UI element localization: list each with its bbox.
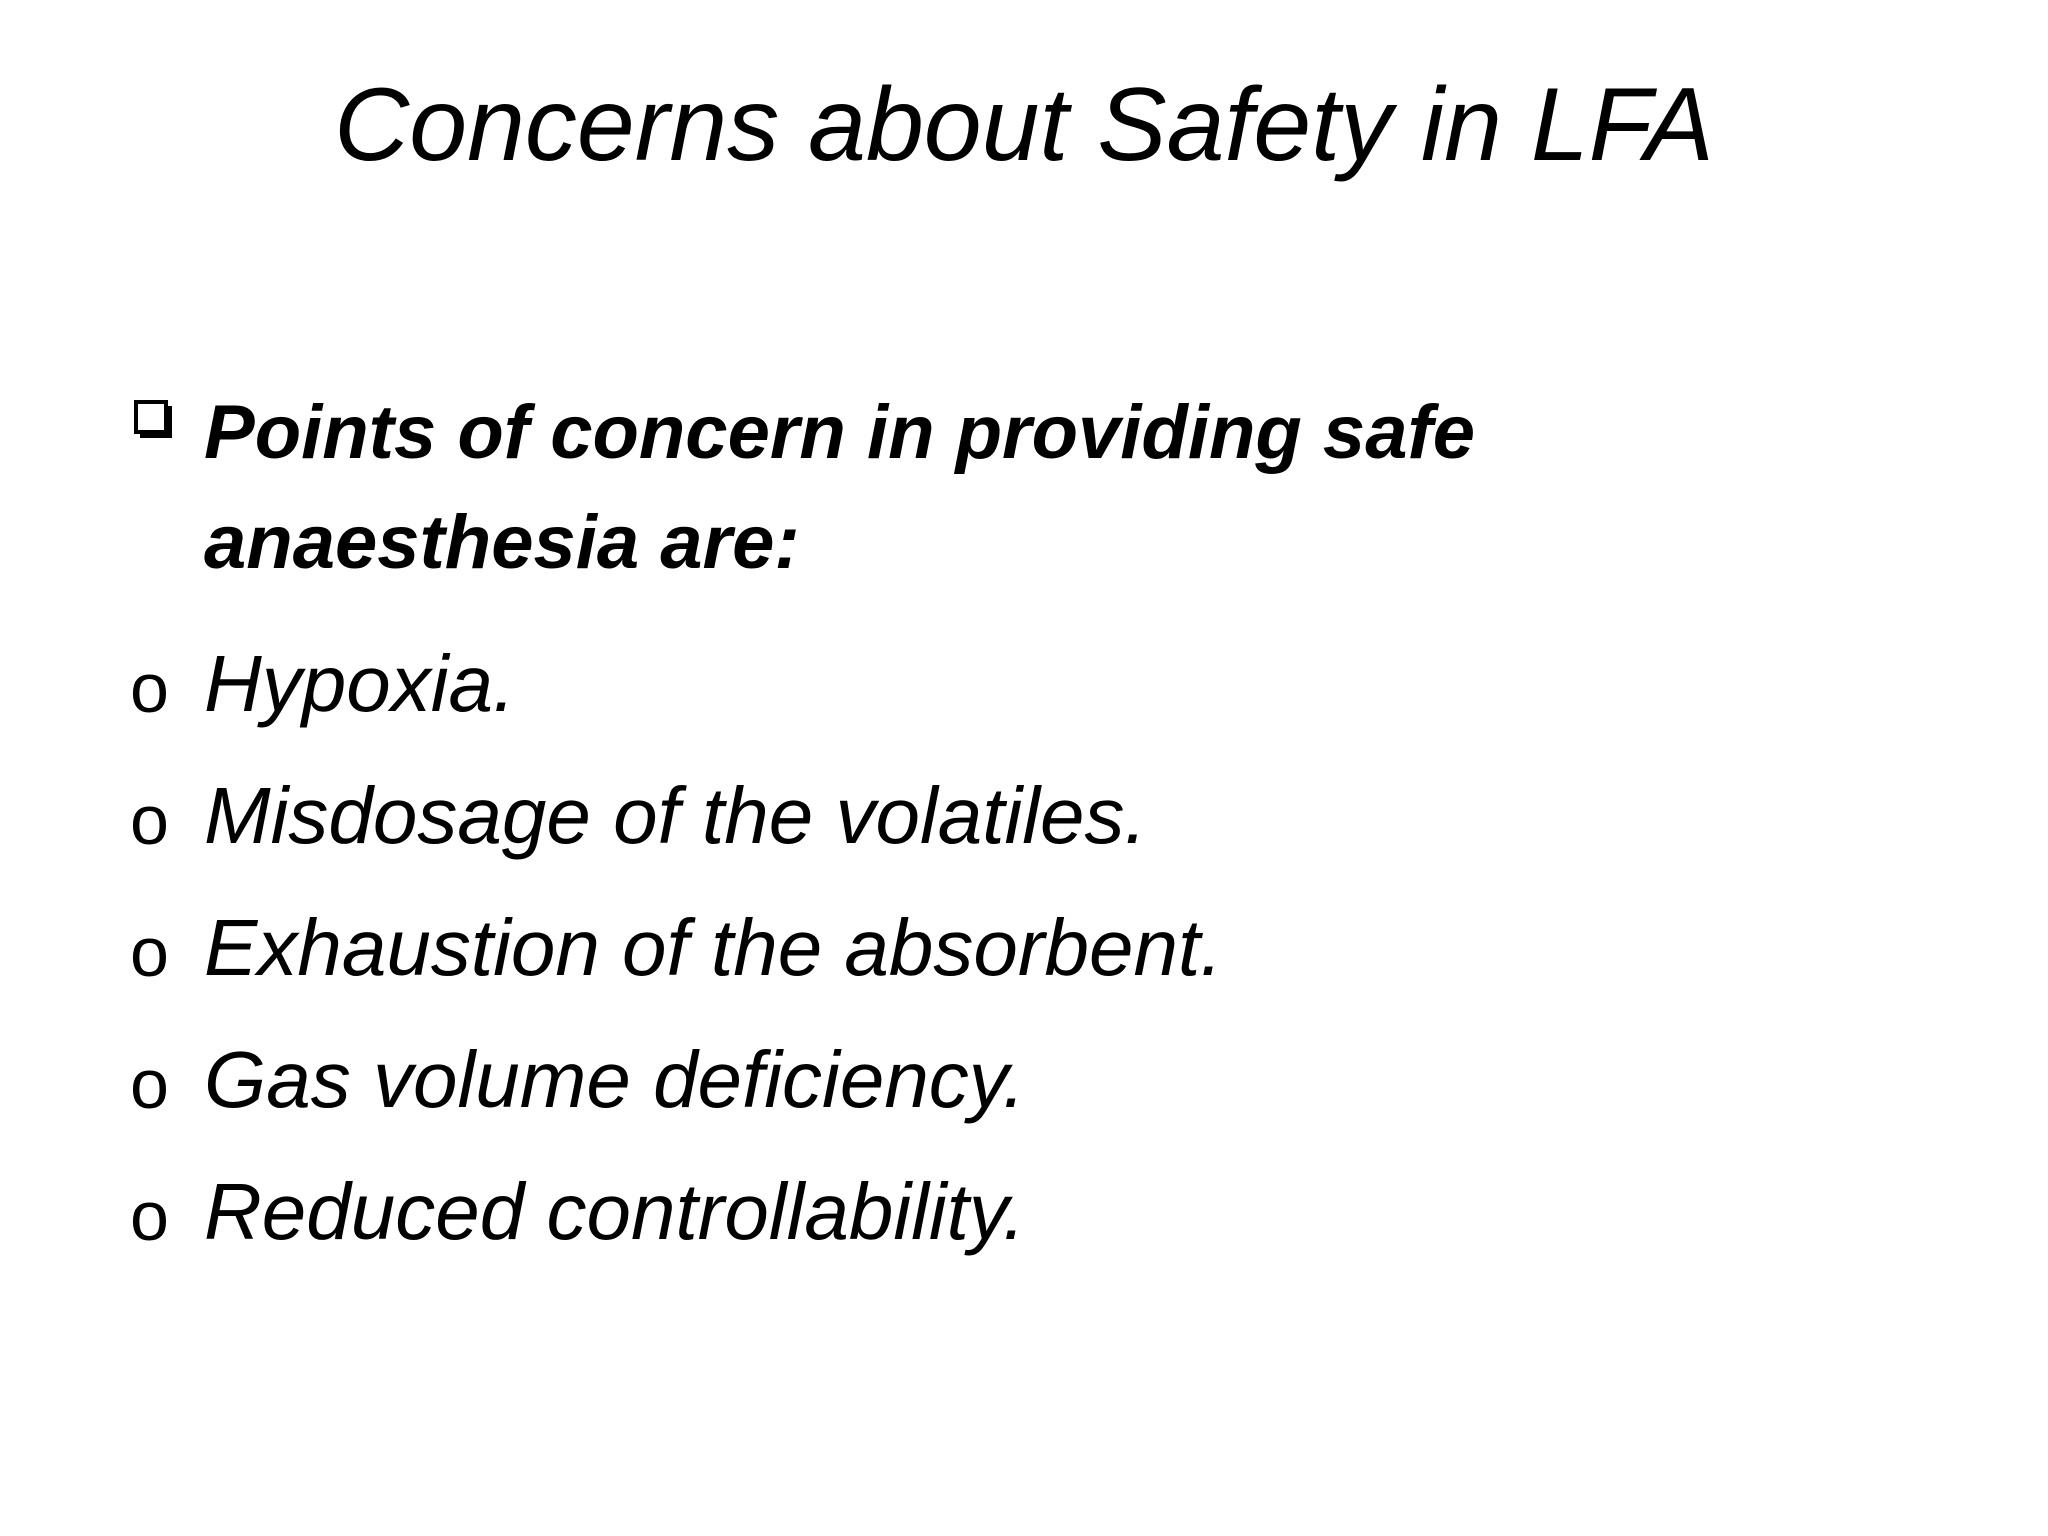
list-item [128, 1146, 1928, 1278]
list-item [128, 750, 1928, 882]
concern-list [128, 618, 1928, 1278]
list-item-text: Misdosage of the volatiles. [204, 771, 1147, 860]
circle-bullet-icon: o [130, 649, 169, 727]
main-point [128, 378, 1928, 598]
slide-content [128, 378, 1928, 1278]
list-item-text: Reduced controllability. [204, 1167, 1026, 1256]
circle-bullet-icon: o [130, 1177, 169, 1255]
checkbox-bullet-icon [134, 400, 176, 442]
circle-bullet-icon: o [130, 781, 169, 859]
list-item-text: Exhaustion of the absorbent. [204, 903, 1223, 992]
list-item [128, 1014, 1928, 1146]
list-item [128, 882, 1928, 1014]
list-item-text: Hypoxia. [204, 639, 516, 728]
slide-title: Concerns about Safety in LFA [334, 67, 1714, 183]
list-item-text: Gas volume deficiency. [204, 1035, 1026, 1124]
main-point-text: Points of concern in providing safe anaesthesia are: [204, 390, 1476, 585]
circle-bullet-icon: o [130, 1045, 169, 1123]
circle-bullet-icon: o [130, 913, 169, 991]
list-item [128, 618, 1928, 750]
